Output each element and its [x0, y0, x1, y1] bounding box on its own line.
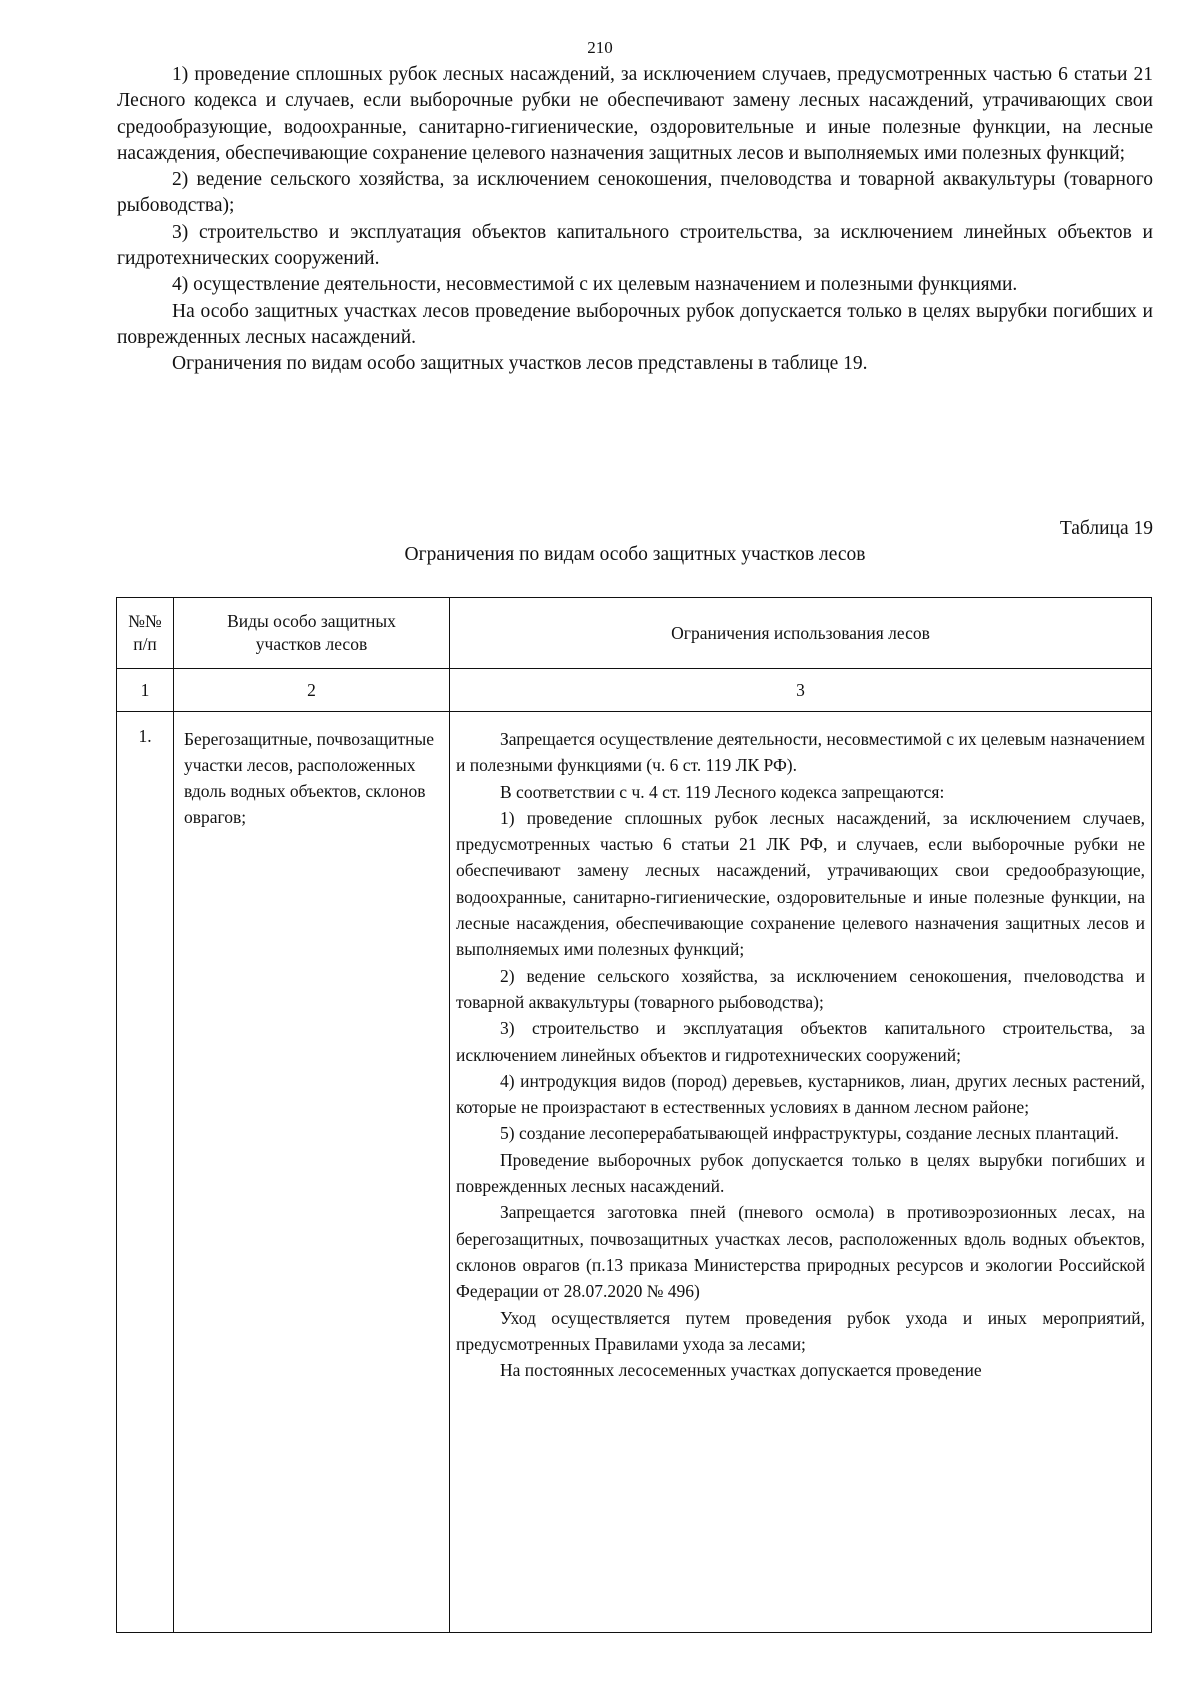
column-number-cell: 1: [117, 669, 174, 712]
restriction-paragraph: В соответствии с ч. 4 ст. 119 Лесного кодекса запрещаются:: [500, 781, 945, 802]
row-number: 1.: [117, 712, 174, 1633]
restriction-paragraph: 1) проведение сплошных рубок лесных насаждений, за исключением случаев, предусмотренных частью 6 статьи 21 ЛК РФ, и случаев, если выборочные рубки не обеспечивают замену лесных насаждений, утрачивающих свои средообразующие, водоохранные, санитарно-гигиенические, оздоровительные и иные полезные функции, на лесные насаждения, обеспечивающие сохранение целевого назначения защитных лесов и выполняемых ими полезных функций;: [456, 807, 1145, 960]
intro-paragraph: На особо защитных участках лесов проведение выборочных рубок допускается только в целях вырубки погибших и поврежденных лесных насаждений.: [117, 300, 1153, 348]
column-number-cell: 3: [450, 669, 1152, 712]
intro-paragraph: 1) проведение сплошных рубок лесных насаждений, за исключением случаев, предусмотренных частью 6 статьи 21 Лесного кодекса и случаев, если выборочные рубки не обеспечивают замену лесных насаждений, утрачивающих свои средообразующие, водоохранные, санитарно-гигиенические, оздоровительные и иные полезные функции, на лесные насаждения, обеспечивающие сохранение целевого назначения защитных лесов и выполняемых ими полезных функций;: [117, 64, 1153, 164]
restriction-paragraph: 5) создание лесоперерабатывающей инфраструктуры, создание лесных плантаций.: [500, 1123, 1119, 1144]
restriction-paragraph: 4) интродукция видов (пород) деревьев, кустарников, лиан, других лесных растений, которые не произрастают в естественных условиях в данном лесном районе;: [456, 1070, 1145, 1118]
intro-paragraph: Ограничения по видам особо защитных участков лесов представлены в таблице 19.: [172, 353, 868, 375]
column-number-row: [117, 669, 1152, 712]
restrictions-table: [116, 597, 1152, 1633]
intro-paragraph: 2) ведение сельского хозяйства, за исключением сенокошения, пчеловодства и товарной аквакультуры (товарного рыбоводства);: [117, 169, 1153, 217]
restriction-paragraph: Проведение выборочных рубок допускается только в целях вырубки погибших и поврежденных лесных насаждений.: [456, 1149, 1145, 1197]
intro-paragraph: 4) осуществление деятельности, несовместимой с их целевым назначением и полезными функциями.: [172, 274, 1018, 296]
header-number-text: №№ п/п: [128, 611, 162, 654]
header-cell-type: [174, 598, 450, 669]
page-number: 210: [587, 38, 613, 57]
row-zone-type: Берегозащитные, почвозащитные участки лесов, расположенных вдоль водных объектов, склонов оврагов;: [174, 712, 450, 1633]
restriction-paragraph: Уход осуществляется путем проведения рубок ухода и иных мероприятий, предусмотренных Правилами ухода за лесами;: [456, 1307, 1145, 1354]
restriction-paragraph: На постоянных лесосеменных участках допускается проведение: [500, 1360, 982, 1381]
row-restrictions: [450, 712, 1152, 1633]
header-type-text: Виды особо защитных участков лесов: [227, 611, 396, 654]
intro-text: [117, 62, 1153, 378]
header-cell-restrictions: Ограничения использования лесов: [450, 598, 1152, 669]
restriction-paragraph: Запрещается осуществление деятельности, несовместимой с их целевым назначением и полезными функциями (ч. 6 ст. 119 ЛК РФ).: [456, 729, 1145, 776]
header-cell-number: [117, 598, 174, 669]
intro-paragraph: 3) строительство и эксплуатация объектов капитального строительства, за исключением линейных объектов и гидротехнических сооружений.: [117, 221, 1153, 270]
table-row: [117, 712, 1152, 1633]
table-header-row: [117, 598, 1152, 669]
restriction-paragraph: Запрещается заготовка пней (пневого осмола) в противоэрозионных лесах, на берегозащитных, почвозащитных участках лесов, расположенных вдоль водных объектов, склонов оврагов (п.13 приказа Министерства природных ресурсов и экологии Российской Федерации от 28.07.2020 № 496): [456, 1202, 1145, 1302]
table-title: Ограничения по видам особо защитных участков лесов: [404, 544, 866, 565]
column-number-cell: 2: [174, 669, 450, 712]
table-label: Таблица 19: [1059, 518, 1153, 539]
restriction-paragraph: 2) ведение сельского хозяйства, за исключением сенокошения, пчеловодства и товарной аквакультуры (товарного рыбоводства);: [456, 965, 1145, 1012]
restriction-paragraph: 3) строительство и эксплуатация объектов капитального строительства, за исключением линейных объектов и гидротехнических сооружений;: [456, 1018, 1145, 1065]
